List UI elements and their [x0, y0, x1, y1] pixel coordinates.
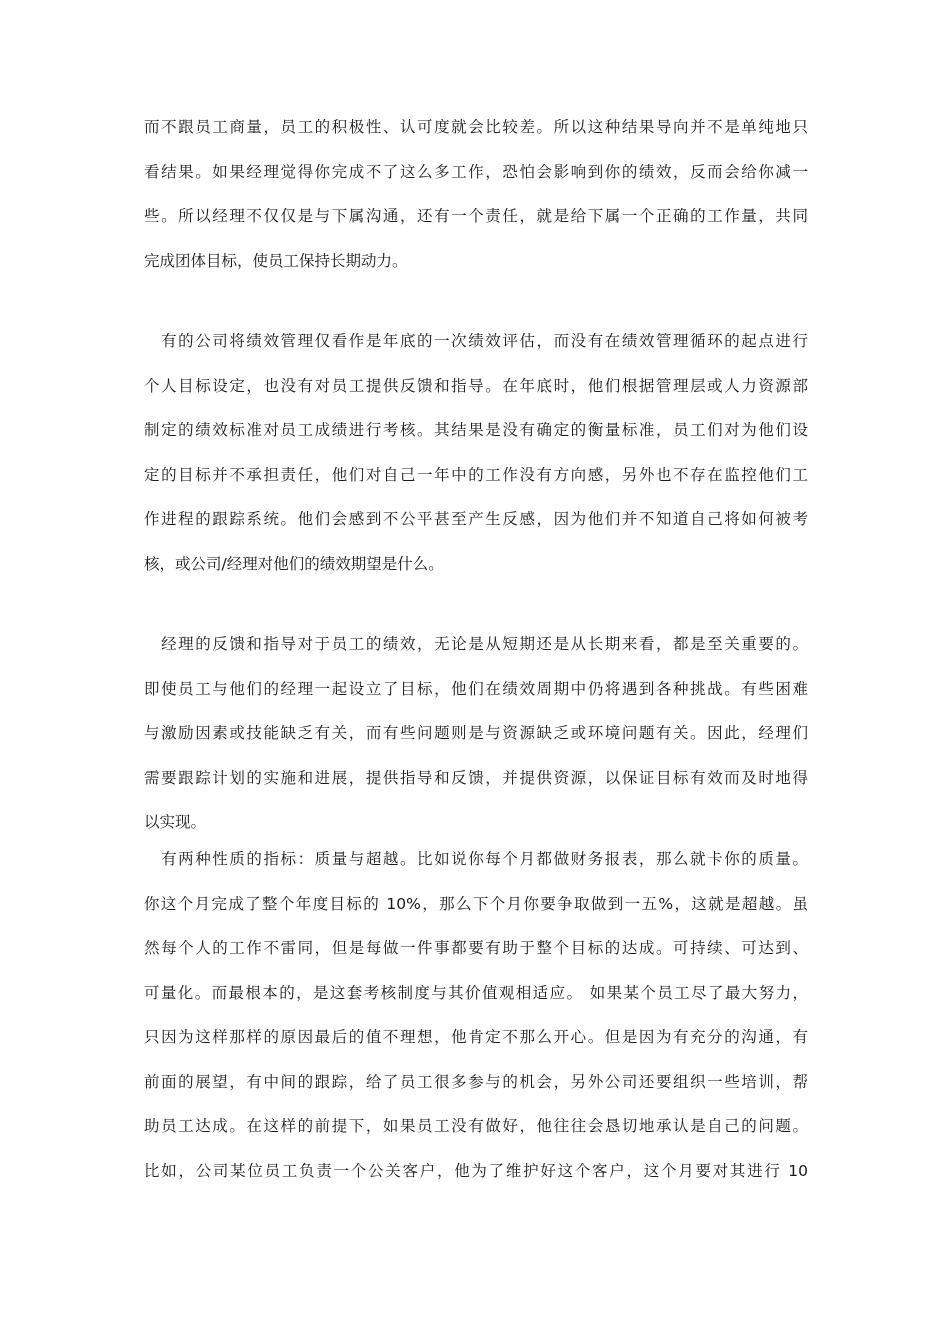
- text-line: 你这个月完成了整个年度目标的 10%，那么下个月你要争取做到一五%，这就是超越。虽: [144, 894, 808, 913]
- text-line: 些。所以经理不仅仅是与下属沟通，还有一个责任，就是给下属一个正确的工作量，共同: [144, 207, 808, 225]
- text-line: 个人目标设定，也没有对员工提供反馈和指导。在年底时，他们根据管理层或人力资源部: [144, 376, 808, 395]
- text-line: 比如，公司某位员工负责一个公关客户，他为了维护好这个客户，这个月要对其进行 10: [144, 1161, 808, 1180]
- text-line: 以实现。: [144, 813, 207, 831]
- text-line: 需要跟踪计划的实施和进展，提供指导和反馈，并提供资源，以保证目标有效而及时地得: [144, 768, 808, 787]
- text-line: 完成团体目标，使员工保持长期动力。: [144, 251, 408, 270]
- paragraph-1: [144, 105, 808, 283]
- paragraph-2: [144, 319, 808, 586]
- text-line: 与激励因素或技能缺乏有关，而有些问题则是与资源缺乏或环境问题有关。因此，经理们: [144, 724, 808, 742]
- text-line: 可量化。而最根本的，是这套考核制度与其价值观相适应。 如果某个员工尽了最大努力，: [144, 983, 808, 1002]
- text-line: 有两种性质的指标：质量与超越。比如说你每个月都做财务报表，那么就卡你的质量。: [144, 850, 808, 868]
- text-line: 而不跟员工商量，员工的积极性、认可度就会比较差。所以这种结果导向并不是单纯地只: [144, 118, 808, 136]
- text-line: 然每个人的工作不雷同，但是每做一件事都要有助于整个目标的达成。可持续、可达到、: [144, 939, 808, 957]
- text-line: 只因为这样那样的原因最后的值不理想，他肯定不那么开心。但是因为有充分的沟通，有: [144, 1028, 808, 1046]
- text-line: 核，或公司/经理对他们的绩效期望是什么。: [144, 554, 444, 573]
- text-line: 即使员工与他们的经理一起设立了目标，他们在绩效周期中仍将遇到各种挑战。有些困难: [144, 679, 808, 698]
- text-line: 有的公司将绩效管理仅看作是年底的一次绩效评估，而没有在绩效管理循环的起点进行: [144, 332, 808, 350]
- paragraph-4: [144, 837, 808, 1193]
- text-line: 经理的反馈和指导对于员工的绩效，无论是从短期还是从长期来看，都是至关重要的。: [144, 635, 808, 653]
- text-line: 前面的展望，有中间的跟踪，给了员工很多参与的机会，另外公司还要组织一些培训，帮: [144, 1072, 808, 1091]
- paragraph-3: [144, 622, 808, 845]
- text-line: 制定的绩效标准对员工成绩进行考核。其结果是没有确定的衡量标准，员工们对为他们设: [144, 421, 808, 439]
- text-line: 看结果。如果经理觉得你完成不了这么多工作，恐怕会影响到你的绩效，反而会给你减一: [144, 162, 808, 181]
- text-line: 作进程的跟踪系统。他们会感到不公平甚至产生反感，因为他们并不知道自己将如何被考: [144, 510, 808, 528]
- text-line: 助员工达成。在这样的前提下，如果员工没有做好，他往往会恳切地承认是自己的问题。: [144, 1117, 808, 1135]
- text-line: 定的目标并不承担责任，他们对自己一年中的工作没有方向感，另外也不存在监控他们工: [144, 465, 808, 484]
